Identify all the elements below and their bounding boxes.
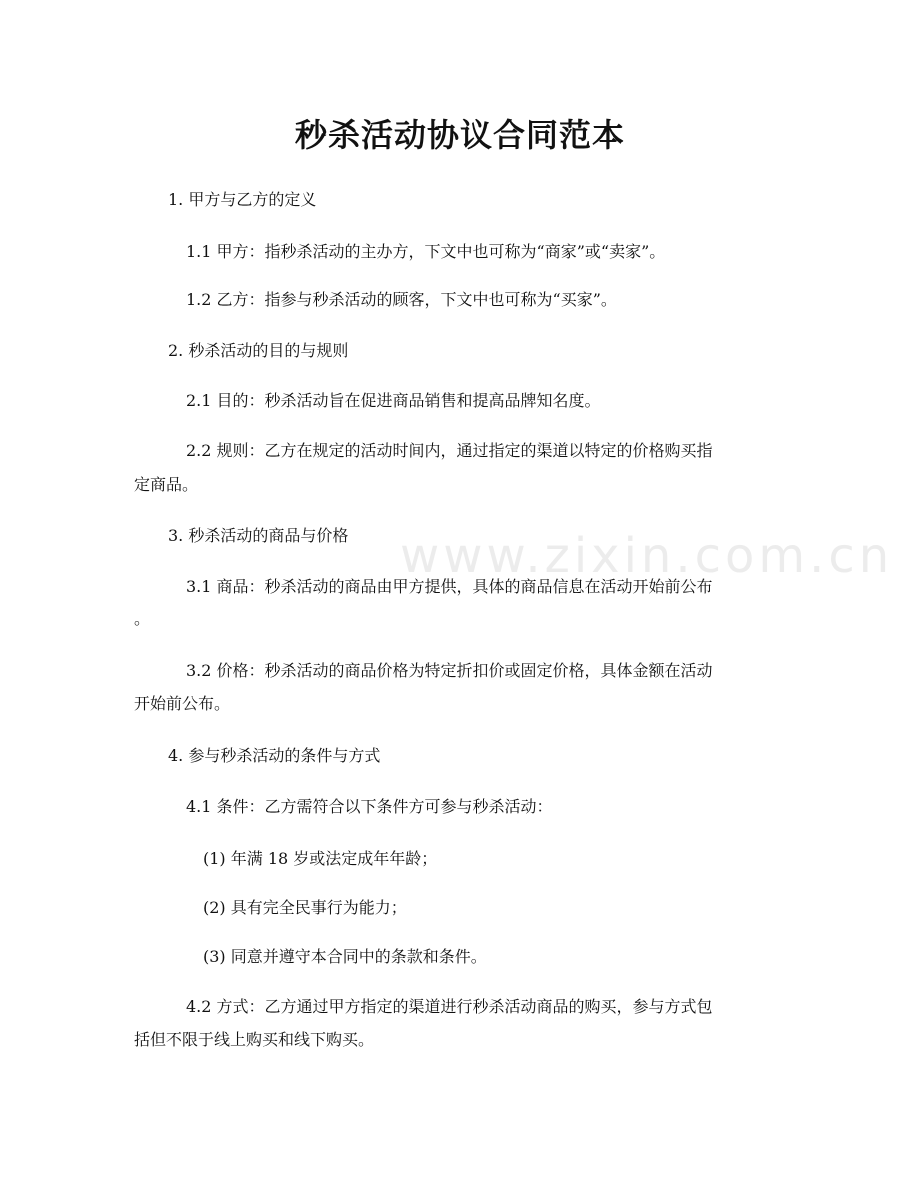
clause-2-2-line-2: 定商品。 <box>134 475 199 494</box>
clause-2-2-line-1: 2.2 规则：乙方在规定的活动时间内，通过指定的渠道以特定的价格购买指 <box>186 441 713 460</box>
condition-item-1: (1) 年满 18 岁或法定成年年龄； <box>203 849 438 868</box>
clause-4-2-line-1: 4.2 方式：乙方通过甲方指定的渠道进行秒杀活动商品的购买，参与方式包 <box>186 997 713 1016</box>
condition-item-3: (3) 同意并遵守本合同中的条款和条件。 <box>203 947 487 966</box>
section-2-heading: 2. 秒杀活动的目的与规则 <box>168 341 349 360</box>
clause-3-1-line-1: 3.1 商品：秒杀活动的商品由甲方提供，具体的商品信息在活动开始前公布 <box>186 577 713 596</box>
condition-item-2: (2) 具有完全民事行为能力； <box>203 898 407 917</box>
section-4-heading: 4. 参与秒杀活动的条件与方式 <box>168 746 381 765</box>
clause-4-2-line-2: 括但不限于线上购买和线下购买。 <box>134 1030 375 1049</box>
section-3-heading: 3. 秒杀活动的商品与价格 <box>168 526 349 545</box>
document-title: 秒杀活动协议合同范本 <box>294 116 625 154</box>
clause-3-2-line-1: 3.2 价格：秒杀活动的商品价格为特定折扣价或固定价格，具体金额在活动 <box>186 661 713 680</box>
clause-1-1: 1.1 甲方：指秒杀活动的主办方，下文中也可称为“商家”或“卖家”。 <box>186 242 666 261</box>
section-1-heading: 1. 甲方与乙方的定义 <box>168 190 317 209</box>
clause-4-1: 4.1 条件：乙方需符合以下条件方可参与秒杀活动： <box>186 797 553 816</box>
clause-3-1-line-2: 。 <box>134 609 151 628</box>
clause-2-1: 2.1 目的：秒杀活动旨在促进商品销售和提高品牌知名度。 <box>186 391 601 410</box>
clause-3-2-line-2: 开始前公布。 <box>134 694 231 713</box>
watermark: www.zixin.com.cn <box>400 528 894 584</box>
clause-1-2: 1.2 乙方：指参与秒杀活动的顾客，下文中也可称为“买家”。 <box>186 290 617 309</box>
